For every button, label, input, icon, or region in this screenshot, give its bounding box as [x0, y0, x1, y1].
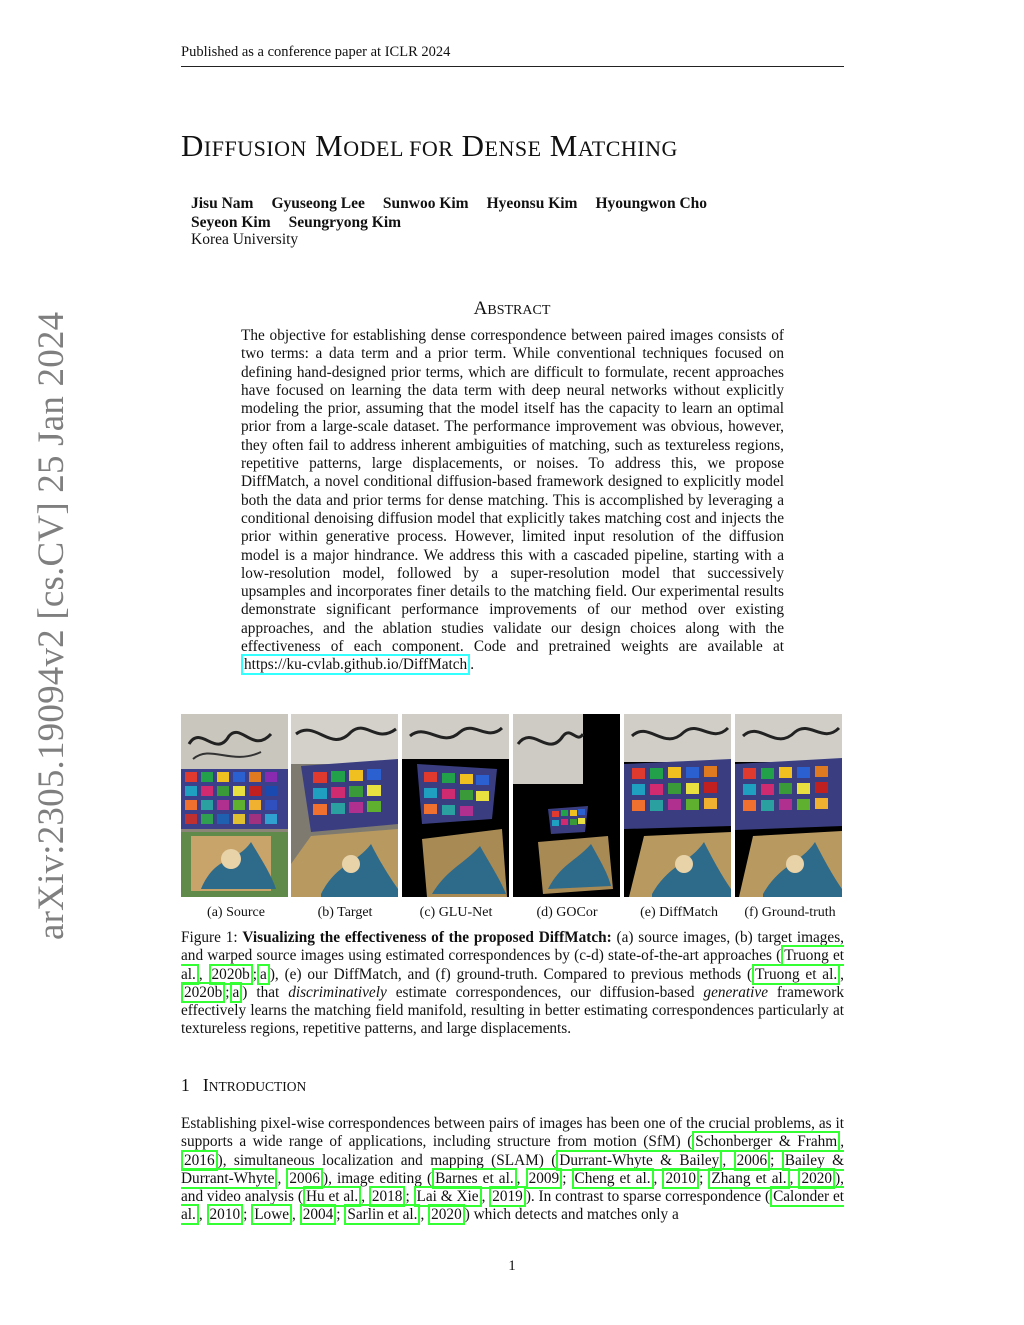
citation-link[interactable]: Sarlin et al. [344, 1204, 420, 1225]
caption-italic: generative [703, 983, 768, 1001]
section-cap: I [202, 1075, 209, 1095]
intro-text: ), and video analysis ( [181, 1169, 844, 1206]
citation-link[interactable]: a [230, 982, 243, 1003]
panel-glunet-warp [402, 714, 509, 897]
intro-text: ), image editing ( [322, 1169, 433, 1187]
sublabel-target: (b) Target [317, 905, 373, 920]
citation-link[interactable]: Schonberger & Frahm [692, 1131, 840, 1152]
arxiv-stamp: arXiv:2305.19094v2 [cs.CV] 25 Jan 2024 [31, 311, 72, 940]
citation-link[interactable]: 2006 [734, 1150, 771, 1171]
sublabel-source: (a) Source [207, 905, 265, 920]
author-name: Gyuseong Lee [271, 195, 365, 212]
citation-link[interactable]: Zhang et al. [708, 1168, 789, 1189]
citation-link[interactable]: Durrant-Whyte & Bailey [556, 1150, 722, 1171]
author-name: Hyoungwon Cho [595, 195, 708, 212]
abstract-text: The objective for establishing dense correspondence between paired images consists of two terms: a data term and a prior term. While conventional techniques focused on defining hand-designed prior terms, which are difficult to formulate, recent approaches have focused on learning the data term with deep neural networks without explicitly modeling the prior, assuming that the model itself has the capacity to learn an optimal prior from a large-scale dataset. The performance improvement was obvious, however, they often fail to address inherent ambiguities of matching, such as textureless regions, repetitive patterns, large displacements, or noises. To address this, we propose DiffMatch, a novel conditional diffusion-based framework designed to explicitly model both the data and prior terms for dense matching. This is accomplished by leveraging a conditional denoising diffusion model that explicitly takes matching cost and injects the prior within generative process. However, limited input resolution of the diffusion model is a major hindrance. We address this with a cascaded pipeline, starting with a low-resolution model, followed by a super-resolution model that successively upsamples and incorporates finer details to the matching field. Our experimental results demonstrate significant performance improvements of our method over existing approaches, and the ablation studies validate our design choices along with the effectiveness of each component. Code and pretrained weights are available at [241, 327, 784, 656]
intro-text: Establishing pixel-wise correspondences between pairs of images has been one of the crucial problems, as it supports a wide range of applications, including structure from motion (SfM) ( [181, 1115, 844, 1151]
author-list [191, 194, 725, 232]
author-line-2 [191, 213, 725, 232]
panel-source-image [181, 714, 288, 897]
title-rest-2: ODEL FOR [343, 136, 454, 161]
paper-title [181, 128, 678, 164]
citation-link[interactable]: 2020 [798, 1168, 835, 1189]
author-name: Sunwoo Kim [382, 195, 469, 212]
figure-1-images [181, 714, 844, 897]
author-name: Seyeon Kim [191, 214, 271, 231]
citation-link[interactable]: a [257, 964, 270, 985]
panel-target-image [291, 714, 398, 897]
author-line-1 [191, 194, 725, 213]
section-rest: NTRODUCTION [208, 1079, 307, 1094]
section-heading-introduction [181, 1075, 306, 1096]
panel-gocor-warp [513, 714, 620, 897]
caption-bold: Visualizing the effectiveness of the proposed DiffMatch: [242, 929, 612, 946]
running-header: Published as a conference paper at ICLR 2024 [181, 44, 451, 60]
title-cap-2: M [315, 128, 344, 163]
introduction-paragraph: Establishing pixel-wise correspondences between pairs of images has been one of the crucial problems, as it supports a wide range of applications, including structure from motion (SfM) ( Schonberger & Frahm , 2016 ), simultaneous localization and mapping (SLAM) ( Durrant-Whyte & Bailey , 2006 ; Bailey & Durrant-Whyte , 2006 ), image editing ( Barnes et al. , 2009 ; Cheng et al. , 2010 ; Zhang et al. , 2020 ), and video analysis ( Hu et al. , 2018 ; Lai & Xie , 2019 ). In contrast to sparse correspondence ( Calonder et al. , 2010 ; Lowe , 2004 ; Sarlin et al. , 2020 ) which detects and matches only a [181, 1115, 845, 1224]
panel-diffmatch-warp [624, 714, 731, 897]
affiliation: Korea University [191, 231, 299, 248]
citation-link[interactable]: 2010 [207, 1204, 244, 1225]
caption-text: framework effectively learns the matching field manifold, resulting in better estimating correspondences particularly at textureless regions, repetitive patterns, and large displacements. [181, 983, 845, 1038]
figure-1-caption: Figure 1: Visualizing the effectiveness of the proposed DiffMatch: (a) source images, (b) target images, and warped source images using estimated correspondences by (c-d) state-of-the-art approaches ( Truong et al. , 2020b ; a ), (e) our DiffMatch, and (f) ground-truth. Compared to previous methods ( Truong et al. , 2020b ; a ) that discriminatively estimate correspondences, our diffusion-based generative framework effectively learns the matching field manifold, resulting in better estimating correspondences particularly at textureless regions, repetitive patterns, and large displacements. [181, 929, 845, 1038]
citation-link[interactable]: Barnes et al. [432, 1168, 517, 1189]
citation-link[interactable]: Truong et al. [181, 947, 845, 983]
abstract-heading-cap: A [473, 298, 488, 319]
citation-link[interactable]: Truong et al. [752, 964, 840, 985]
citation-link[interactable]: Lowe [251, 1204, 292, 1225]
citation-link[interactable]: 2019 [489, 1186, 526, 1207]
section-number: 1 [181, 1075, 190, 1095]
sublabel-diffmatch: (e) DiffMatch [640, 905, 718, 920]
title-cap-3: D [461, 128, 485, 163]
citation-separator: ; [225, 983, 230, 1001]
citation-link[interactable]: 2018 [369, 1186, 406, 1207]
citation-link[interactable]: 2010 [662, 1168, 699, 1189]
citation-link[interactable]: 2020b [181, 982, 225, 1003]
caption-text: ) that [242, 983, 280, 1001]
sublabel-gocor: (d) GOCor [536, 905, 598, 920]
abstract-end: . [470, 656, 475, 674]
citation-link[interactable]: Lai & Xie [414, 1186, 482, 1207]
citation-link[interactable]: Hu et al. [303, 1186, 361, 1207]
page-number: 1 [508, 1258, 516, 1274]
panel-ground-truth-warp [735, 714, 842, 897]
title-cap-4: M [549, 128, 578, 163]
caption-italic: discriminatively [288, 983, 387, 1001]
intro-text: ), simultaneous localization and mapping (SLAM) ( [217, 1151, 557, 1169]
citation-link[interactable]: Calonder et al. [181, 1188, 845, 1224]
title-rest-1: IFFUSION [203, 136, 307, 161]
citation-link[interactable]: Cheng et al. [572, 1168, 654, 1189]
project-link[interactable]: https://ku-cvlab.github.io/DiffMatch [241, 654, 470, 675]
caption-text: ), (e) our DiffMatch, and (f) ground-truth. Compared to previous methods ( [269, 965, 753, 983]
title-rest-4: ATCHING [577, 136, 678, 161]
citation-separator: ; [252, 965, 258, 983]
abstract-heading [0, 298, 1024, 320]
citation-link[interactable]: 2020 [428, 1204, 465, 1225]
sublabel-ground-truth: (f) Ground-truth [744, 905, 836, 920]
citation-link[interactable]: 2009 [526, 1168, 563, 1189]
header-rule [181, 66, 844, 67]
citation-link[interactable]: 2020b [209, 964, 253, 985]
citation-link[interactable]: 2004 [300, 1204, 337, 1225]
author-name: Seungryong Kim [288, 214, 402, 231]
caption-label: Figure 1: [181, 929, 238, 946]
citation-link[interactable]: Bailey & Durrant-Whyte [181, 1151, 845, 1187]
citation-link[interactable]: 2006 [286, 1168, 323, 1189]
title-rest-3: ENSE [484, 136, 542, 161]
sublabel-glunet: (c) GLU-Net [419, 905, 493, 920]
author-name: Jisu Nam [191, 195, 254, 212]
abstract-body [241, 327, 784, 675]
author-name: Hyeonsu Kim [486, 195, 578, 212]
abstract-heading-rest: BSTRACT [487, 303, 551, 318]
title-cap-1: D [181, 128, 204, 163]
caption-text: estimate correspondences, our diffusion-based [395, 983, 695, 1001]
figure-sublabels [181, 905, 844, 923]
intro-text: ) which detects and matches only a [464, 1206, 679, 1224]
citation-link[interactable]: 2016 [181, 1150, 218, 1171]
colour-checker [181, 769, 288, 829]
intro-text: ). In contrast to sparse correspondence ( [525, 1188, 771, 1206]
caption-text: (a) source images, (b) target images, and warped source images using estimated correspondences by (c-d) state-of-the-art approaches ( [181, 929, 844, 965]
